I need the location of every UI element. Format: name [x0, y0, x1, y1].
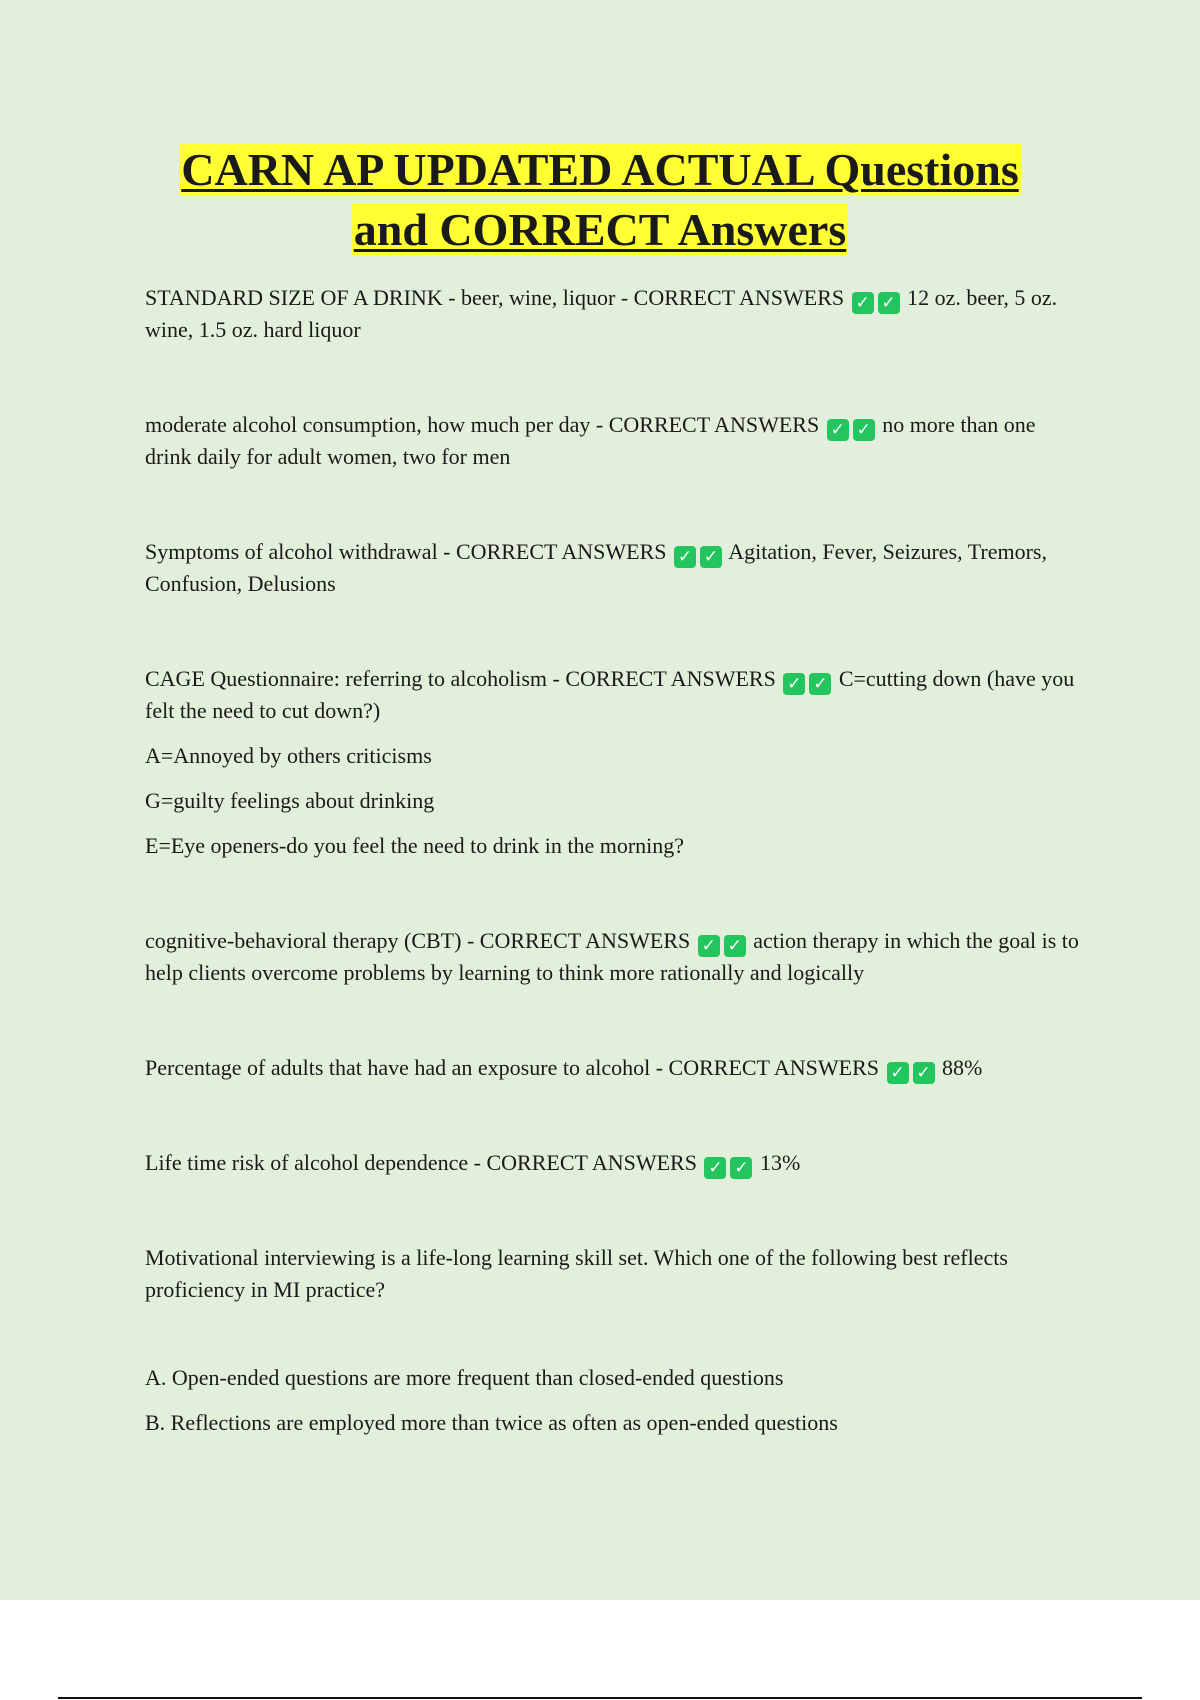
answer-text: action therapy in which the goal is to help clients overcome problems by learning to think more rationally and logically	[145, 928, 1079, 985]
qa-item	[145, 1147, 1085, 1179]
answer-text: 13%	[759, 1150, 801, 1175]
footer-divider	[58, 1697, 1142, 1699]
answer-text: 12 oz. beer, 5 oz. wine, 1.5 oz. hard liquor	[145, 285, 1058, 342]
check-mark-icon: ✓	[730, 1157, 752, 1179]
check-mark-icon: ✓	[852, 292, 874, 314]
check-mark-icon: ✓	[698, 935, 720, 957]
check-mark-icon: ✓	[809, 673, 831, 695]
qa-item	[145, 1052, 1085, 1084]
answer-text: no more than one drink daily for adult women, two for men	[145, 412, 1036, 469]
title-line-1: CARN AP UPDATED ACTUAL Questions	[181, 144, 1019, 195]
check-mark-icon: ✓	[853, 419, 875, 441]
check-mark-icon: ✓	[783, 673, 805, 695]
check-mark-icon: ✓	[700, 546, 722, 568]
answer-text: Agitation, Fever, Seizures, Tremors, Confusion, Delusions	[145, 539, 1047, 596]
cage-line-e: E=Eye openers-do you feel the need to drink in the morning?	[145, 833, 685, 858]
check-mark-icon: ✓	[724, 935, 746, 957]
title-line-2: and CORRECT Answers	[353, 204, 847, 255]
check-mark-icon: ✓	[827, 419, 849, 441]
answer-text: 88%	[942, 1055, 983, 1080]
question-text: moderate alcohol consumption, how much per day - CORRECT ANSWERS	[145, 412, 820, 437]
question-text: CAGE Questionnaire: referring to alcoholism - CORRECT ANSWERS	[145, 666, 776, 691]
question-text: cognitive-behavioral therapy (CBT) - CORRECT ANSWERS	[145, 928, 691, 953]
mi-option-b: B. Reflections are employed more than twice as often as open-ended questions	[145, 1410, 838, 1435]
mi-option-a: A. Open-ended questions are more frequent than closed-ended questions	[145, 1365, 784, 1390]
cage-line-g: G=guilty feelings about drinking	[145, 788, 435, 813]
question-text: Percentage of adults that have had an exposure to alcohol - CORRECT ANSWERS	[145, 1055, 880, 1080]
qa-item	[145, 282, 1085, 346]
question-text: Life time risk of alcohol dependence - CORRECT ANSWERS	[145, 1150, 697, 1175]
check-mark-icon: ✓	[704, 1157, 726, 1179]
check-mark-icon: ✓	[887, 1062, 909, 1084]
qa-content	[145, 282, 1085, 1439]
qa-item	[145, 536, 1085, 600]
qa-item	[145, 409, 1085, 473]
check-mark-icon: ✓	[913, 1062, 935, 1084]
cage-line-a: A=Annoyed by others criticisms	[145, 743, 432, 768]
check-mark-icon: ✓	[878, 292, 900, 314]
check-mark-icon: ✓	[674, 546, 696, 568]
question-text: Symptoms of alcohol withdrawal - CORRECT ANSWERS	[145, 539, 667, 564]
qa-item	[145, 663, 1085, 727]
document-title	[0, 140, 1200, 260]
question-text: STANDARD SIZE OF A DRINK - beer, wine, liquor - CORRECT ANSWERS	[145, 285, 845, 310]
mi-question: Motivational interviewing is a life-long learning skill set. Which one of the following best reflects proficiency in MI practice?	[145, 1245, 1008, 1302]
answer-text: C=cutting down (have you felt the need to cut down?)	[145, 666, 1075, 723]
qa-item	[145, 925, 1085, 989]
